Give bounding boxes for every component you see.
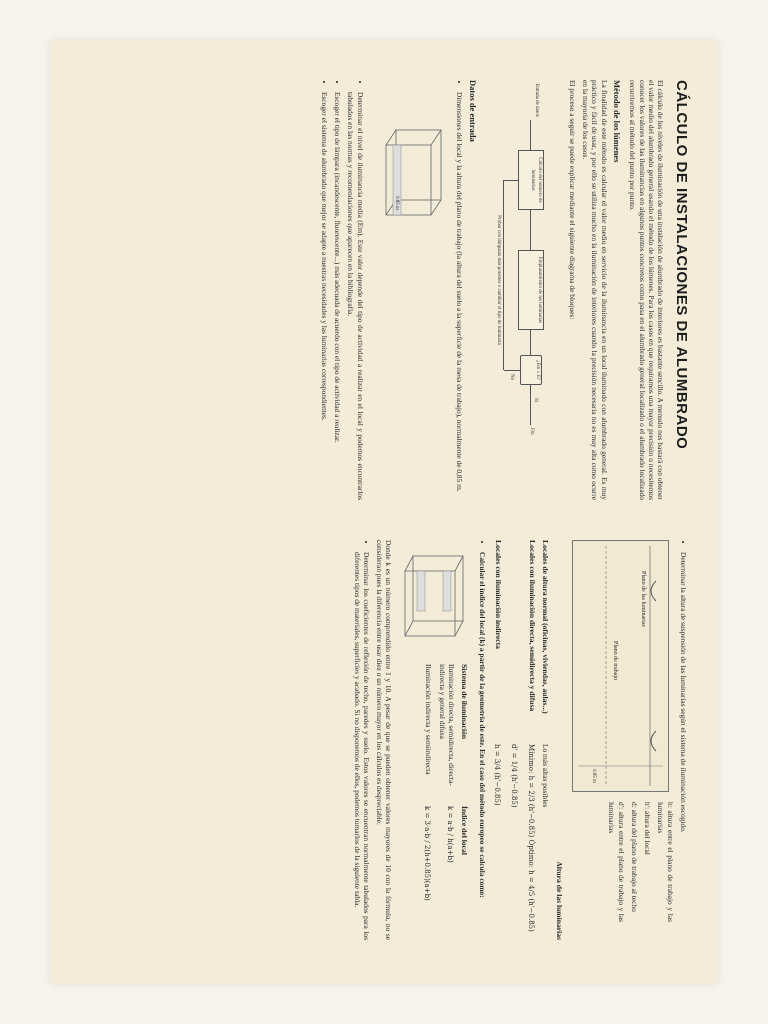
- diagram-calc-box: Cálculo del número de luminarias: [518, 150, 544, 210]
- table-cell-label: Locales con iluminación indirecta: [494, 540, 504, 649]
- table-header-system: Sistema de iluminación: [460, 664, 470, 740]
- lumens-paragraph-1: La finalidad de este método es calcular el valor medio en servicio de la iluminancia en un local iluminado con alumbrado general. Es muy práctico y fácil de usar, y por ello se utiliza mucho en la iluminación de interiores cuando la precisión necesaria no es muy alta como ocurre en la mayoría de los casos.: [581, 80, 609, 500]
- diagram-arrow: [530, 120, 531, 150]
- legend-item: d: altura del plano de trabajo al techo: [630, 802, 639, 912]
- list-item: • Dimensiones del local y la altura del plano de trabajo (la altura del suelo a la superficie de la mesa de trabajo), normalmente de 0,85 m.: [455, 92, 464, 500]
- table-row: [541, 540, 550, 940]
- suspension-figure: [572, 540, 669, 792]
- list-item: • Escoger el sistema de alumbrado que mejor se adapte a nuestras necesidades y las luminarias correspondientes.: [320, 92, 329, 500]
- table-cell-formula: k = 3·a·b / 2(h+0.85)(a+b): [423, 806, 432, 901]
- suspension-drawing: [573, 541, 668, 791]
- table-cell-value: Lo más altas posibles: [541, 744, 551, 808]
- room-index-table: [393, 664, 473, 940]
- list-item: • Determinar la altura de suspensión de las luminarias según el sistema de iluminación escogido.: [679, 552, 688, 940]
- height-table: [491, 540, 564, 940]
- work-plane-label: Plano de trabajo: [611, 641, 618, 680]
- input-data-list-continued: [320, 80, 365, 500]
- block-diagram: [486, 80, 564, 500]
- table-row: [491, 540, 504, 940]
- table-row: [421, 664, 434, 940]
- page-title: CÁLCULO DE INSTALACIONES DE ALUMBRADO: [673, 80, 690, 450]
- diagram-loop-label: Probar con lámparas más potentes o cambiar el tipo de luminaria: [495, 215, 501, 345]
- right-column: [348, 540, 690, 940]
- list-item: • Determinar el nivel de iluminancia media (Em). Este valor depende del tipo de actividad a realizar en el local y podemos encontrarlos tabulados en las normas y recomendaciones que aparecen en la bibliografía.: [346, 92, 365, 500]
- list-item: • Determinar los coeficientes de reflexión de techo, paredes y suelo. Estos valores se encuentran normalmente tabulados para los diferentes tipos de materiales, superficies y acabado. Si no disponemos de ellos, podemos tomarlos de la siguiente tabla.: [352, 552, 371, 940]
- section-heading-input-data: Datos de entrada: [467, 80, 478, 142]
- room-index-drawing: [393, 546, 473, 656]
- document-sheet: [50, 40, 718, 984]
- table-cell-value: Mínimo: h = 2/3 (h'−0.85) Óptimo: h = 4/5 (h'−0.85): [526, 744, 535, 932]
- diagram-place-box: Emplazamiento de las luminarias: [518, 250, 544, 330]
- legend-item: d': altura entre el plano de trabajo y las luminarias: [607, 802, 626, 922]
- diagram-arrow: [530, 385, 531, 425]
- legend-item: h: altura entre el plano de trabajo y las luminarias: [656, 802, 675, 922]
- legend-item: h': altura del local: [643, 802, 653, 855]
- diagram-loop-line: [503, 180, 504, 370]
- suspension-legend: [564, 802, 675, 922]
- table-cell-value: d' = 1/4 (h'−0.85): [510, 744, 519, 808]
- room-figure: [371, 110, 451, 230]
- diagram-yes-label: Sí: [532, 398, 538, 403]
- lumens-paragraph-2: El proceso a seguir se puede explicar mediante el siguiente diagrama de bloques:: [567, 80, 577, 320]
- table-header-row: [460, 664, 469, 940]
- diagram-no-label: No: [508, 374, 514, 381]
- left-column: [316, 80, 690, 500]
- table-cell-formula: k = a·b / h(a+b): [445, 806, 454, 863]
- intro-paragraph: El cálculo de los niveles de iluminación de una instalación de alumbrado de interiores es bastante sencillo. A menudo nos bastará con obtener el valor medio del alumbrado general usando el método de los lúmenes. Para los casos en que requiramos una mayor precisión o necesitemos conocer los valores de las iluminancias en algunos puntos concretos como pasa en el alumbrado general localizado o el alumbrado localizado recurriremos al método del punto por punto.: [628, 80, 666, 500]
- table-row: [437, 664, 456, 940]
- room-index-figure: [393, 546, 473, 656]
- right-list-3: [352, 540, 371, 940]
- table-cell-system: Iluminación indirecta y semiindirecta: [424, 664, 434, 775]
- suspension-figure-row: [564, 540, 675, 940]
- table-row: [524, 540, 537, 940]
- diagram-line: [504, 180, 518, 181]
- height-table-header: Altura de las luminarias: [554, 861, 564, 940]
- list-item: • Calcular el índice del local (k) a partir de la geometría de este. En el caso del método europeo se calcula como:: [477, 552, 486, 940]
- table-cell-system: Iluminación directa, semidirecta, directa-indirecta y general difusa: [437, 664, 456, 786]
- diagram-input: Entrada de datos: [533, 83, 539, 117]
- luminaire-plane-label: Plano de las luminarias: [639, 571, 646, 627]
- section-heading-lumens: Método de los lúmenes: [612, 80, 623, 163]
- diagram-end-label: Fin: [528, 428, 534, 435]
- room-index-row: [393, 540, 473, 940]
- diagram-arrow: [530, 330, 531, 355]
- diagram-line: [504, 370, 520, 371]
- table-cell-label: [507, 540, 520, 736]
- input-data-list: [455, 80, 464, 500]
- k-note-paragraph: Donde k es un número comprendido entre 1 y 10. A pesar de que se pueden obtener valores mayores de 10 con la fórmula, no se consideran pues la diferencia entre usar diez o un número mayor en los cálculos es despreciable.: [375, 540, 394, 940]
- table-cell-label: Locales de altura normal (oficinas, viviendas, aulas...): [541, 540, 551, 714]
- diagram-arrow: [530, 210, 531, 250]
- height-085-label: 0.85 m: [590, 769, 596, 783]
- room-height-label: 0.85 m: [393, 196, 399, 210]
- table-cell-value: h = 3/4 (h'−0.85): [493, 744, 502, 806]
- table-row: [507, 540, 520, 940]
- right-list-1: [679, 540, 688, 940]
- table-cell-label: Locales con iluminación directa, semidirecta y difusa: [527, 540, 537, 712]
- list-item: • Escoger el tipo de lámpara (incandescente, fluorescente...) más adecuada de acuerdo con el tipo de actividad a realizar.: [333, 92, 342, 500]
- rotated-page: [50, 40, 718, 984]
- diagram-check-box: ¿Em ≥ E?: [520, 355, 542, 385]
- right-list-2: [477, 540, 486, 940]
- room-box-drawing: [371, 110, 451, 230]
- table-header-index: Índice del local: [460, 806, 470, 855]
